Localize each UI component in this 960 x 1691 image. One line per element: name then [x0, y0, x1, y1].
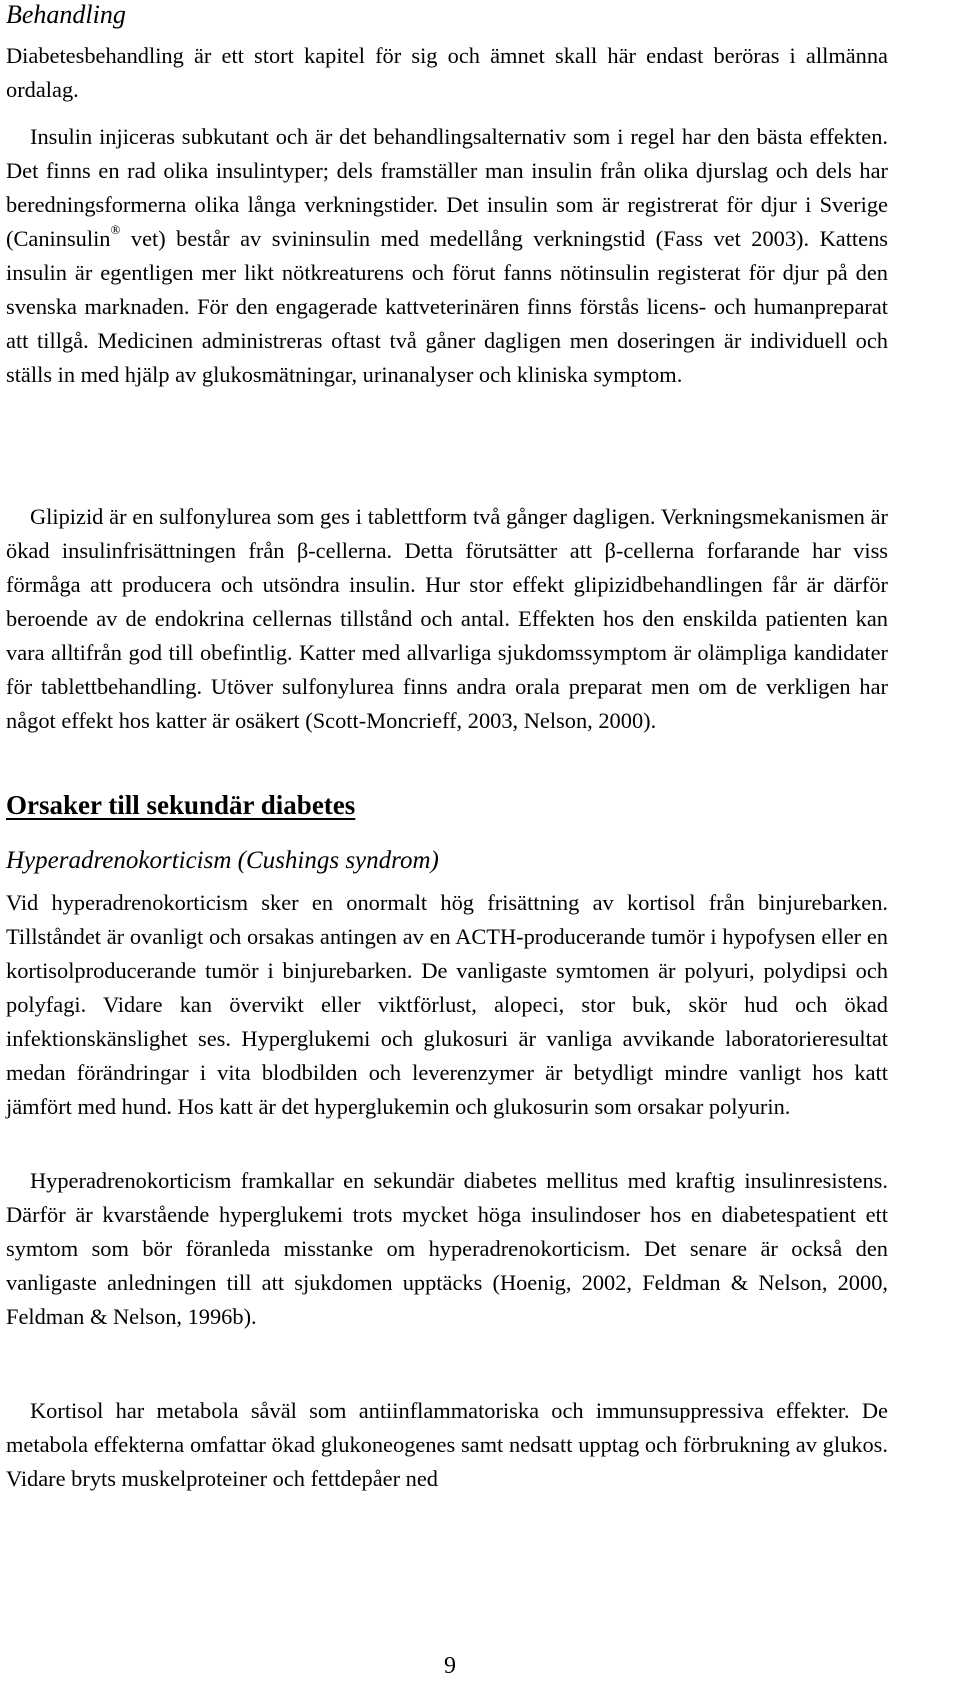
- paragraph-hyper-diabetes: Hyperadrenokorticism framkallar en sekundär diabetes mellitus med kraftig insulinresistens. Därför är kvarstående hyperglukemi trots mycket höga insulindoser hos en diabetespatient ett symtom som bör föranleda misstanke om hyperadrenokorticism. Det senare är också den vanligaste anledningen till att sjukdomen upptäcks (Hoenig, 2002, Feldman & Nelson, 2000, Feldman & Nelson, 1996b).: [6, 1168, 888, 1329]
- heading-behandling: Behandling: [6, 0, 126, 29]
- paragraph-kortisol: Kortisol har metabola såväl som antiinflammatoriska och immunsuppressiva effekter. De metabola effekterna omfattar ökad glukoneogenes samt nedsatt upptag och förbrukning av glukos. Vidare bryts muskelproteiner och fettdepåer ned: [6, 1398, 888, 1491]
- paragraph-insulin-text-1: Insulin injiceras subkutant och är det behandlingsalternativ som i regel har den bästa effekten. Det finns en rad olika insulintyper; dels framställer man insulin från olika djurslag och dels har beredningsformerna olika långa verkningstider. Det insulin som är registrerat för djur i Sverige (Caninsulin: [6, 124, 888, 251]
- paragraph-intro: Diabetesbehandling är ett stort kapitel för sig och ämnet skall här endast beröras i allmänna ordalag.: [6, 43, 888, 102]
- paragraph-insulin: [6, 120, 888, 392]
- registered-mark: ®: [110, 222, 121, 237]
- paragraph-insulin-text-2: vet) består av svininsulin med medellång verkningstid (Fass vet 2003). Kattens insulin är egentligen mer likt nötkreaturens och förut fanns nötinsulin registerat för djur på den svenska marknaden. För den engagerade kattveterinären finns förstås licens- och humanpreparat att tillgå. Medicinen administreras oftast två gåner dagligen men doseringen är individuell och ställs in med hjälp av glukosmätningar, urinanalyser och kliniska symptom.: [6, 226, 888, 387]
- paragraph-glipizid: Glipizid är en sulfonylurea som ges i tablettform två gånger dagligen. Verkningsmekanismen är ökad insulinfrisättningen från β-cellerna. Detta förutsätter att β-cellerna forfarande har viss förmåga att producera och utsöndra insulin. Hur stor effekt glipizidbehandlingen får är därför beroende av de endokrina cellernas tillstånd och antal. Effekten hos den enskilda patienten kan vara alltifrån god till obefintlig. Katter med allvarliga sjukdomssymptom är olämpliga kandidater för tablettbehandling. Utöver sulfonylurea finns andra orala preparat men om de verkligen har något effekt hos katter är osäkert (Scott-Moncrieff, 2003, Nelson, 2000).: [6, 504, 888, 733]
- page-number: 9: [444, 1653, 456, 1679]
- heading-hyperadrenokorticism: Hyperadrenokorticism (Cushings syndrom): [6, 847, 439, 874]
- section-title: Orsaker till sekundär diabetes: [6, 790, 356, 820]
- paragraph-hyper-intro: Vid hyperadrenokorticism sker en onormalt hög frisättning av kortisol från binjurebarken. Tillståndet är ovanligt och orsakas antingen av en ACTH-producerande tumör i hypofysen eller en kortisolproducerande tumör i binjurebarken. De vanligaste symtomen är polyuri, polydipsi och polyfagi. Vidare kan övervikt eller viktförlust, alopeci, stor buk, skör hud och ökad infektionskänslighet ses. Hyperglukemi och glukosuri är vanliga avvikande laboratorieresultat medan förändringar i vita blodbilden och leverenzymer är betydligt mindre vanligt hos katt jämfört med hund. Hos katt är det hyperglukemin och glukosurin som orsakar polyurin.: [6, 890, 888, 1119]
